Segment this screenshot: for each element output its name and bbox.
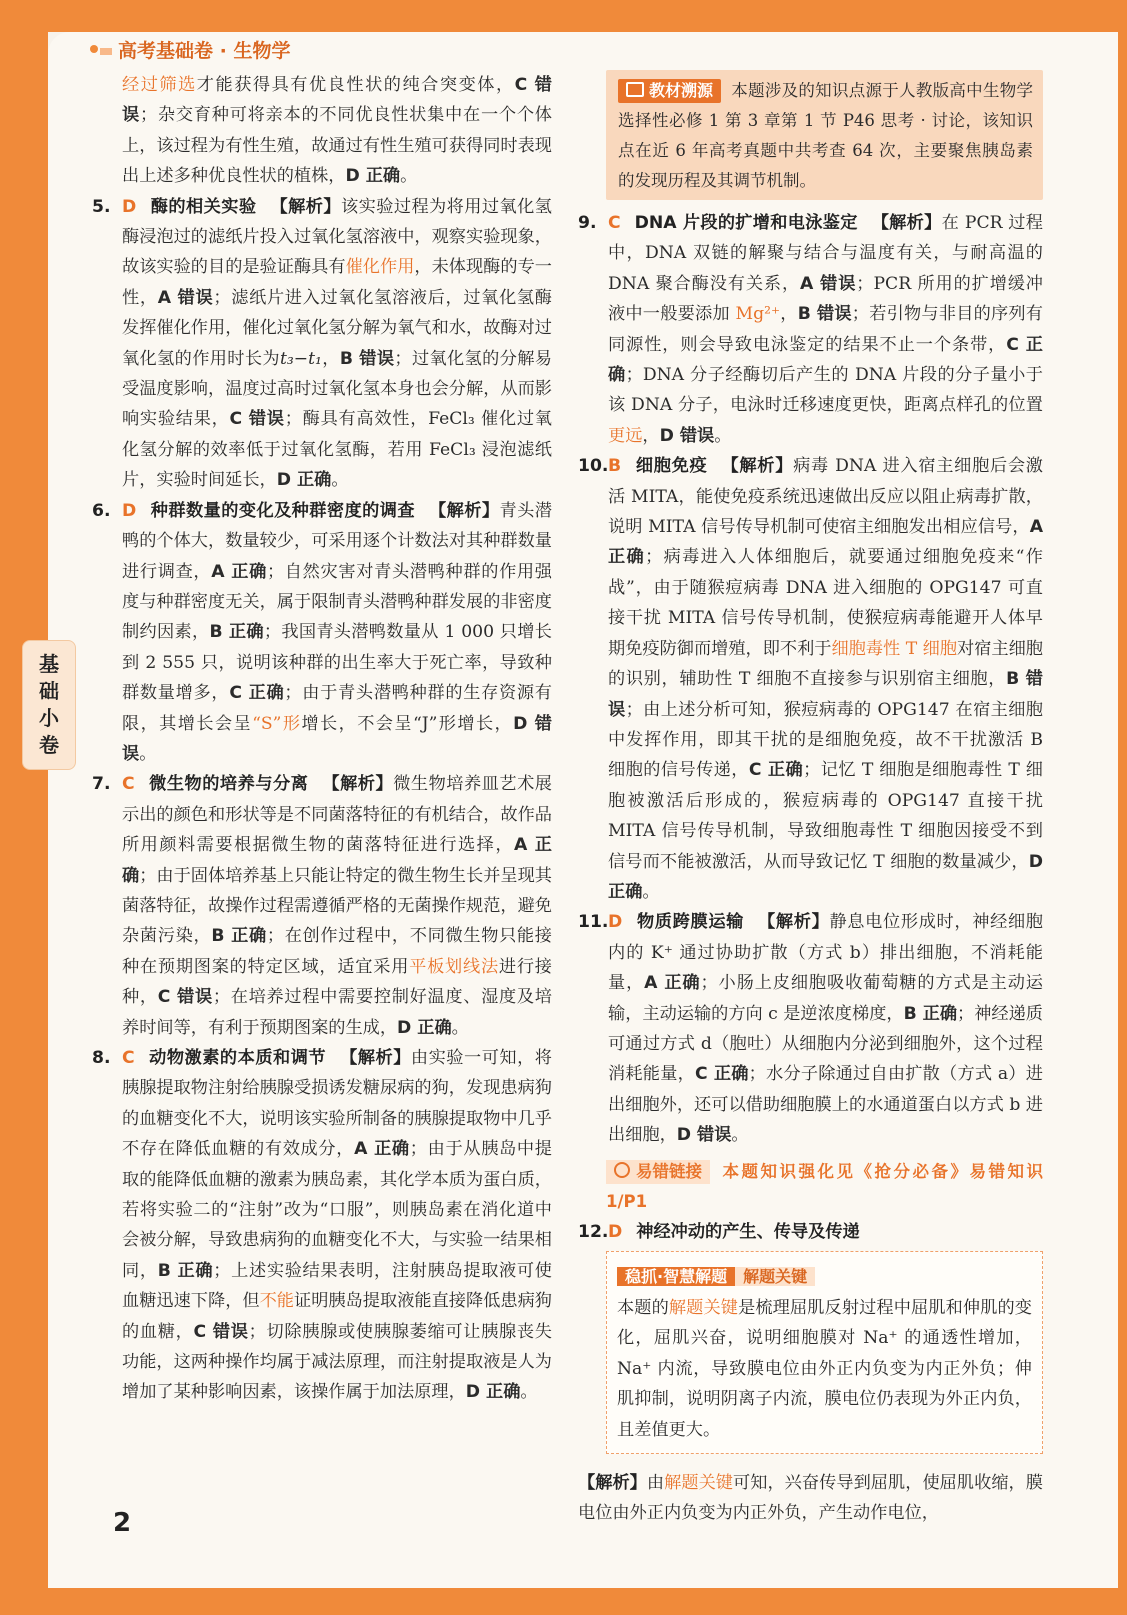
- error-link: [606, 1157, 1043, 1217]
- side-tab: [22, 640, 76, 770]
- item-number: 6.: [92, 500, 111, 521]
- item-number: 12.: [578, 1221, 609, 1242]
- left-column: [92, 70, 552, 1408]
- answer-choice: C: [122, 1048, 135, 1068]
- item-number: 7.: [92, 774, 111, 795]
- side-tab-char: 基: [39, 652, 59, 676]
- solution-key-box: [606, 1251, 1043, 1454]
- solution-key-header: 稳抓·智慧解题 解题关键: [617, 1265, 815, 1289]
- item-topic: 神经冲动的产生、传导及传递: [636, 1221, 860, 1242]
- book-icon: [626, 82, 644, 97]
- answer-choice: D: [122, 500, 137, 521]
- item-topic: 细胞免疫: [635, 456, 708, 477]
- side-tab-char: 小: [39, 706, 59, 730]
- side-tab-char: 础: [39, 679, 59, 703]
- side-tab-char: 卷: [39, 733, 59, 757]
- orange-frame-bottom: [0, 1588, 1127, 1615]
- answer-item-9: 9. C DNA 片段的扩增和电泳鉴定 【解析】在 PCR 过程中，DNA 双链的解聚与结合与温度有关，与耐高温的 DNA 聚合酶没有关系，A 错误；PCR 所用的扩增缓冲液中一般要添加 Mg²⁺，B 错误；若引物与非目的序列有同源性，则会导致电泳鉴定的结果不止一个条带，C 正确；DNA 分子经酶切后产生的 DNA 片段的分子量小于该 DNA 分子，电泳时迁移速度更快，距离点样孔的位置更远，D 错误。: [578, 208, 1043, 451]
- answer-choice: C: [608, 213, 621, 233]
- answer-item-8: 8. C 动物激素的本质和调节 【解析】由实验一可知，将胰腺提取物注射给胰腺受损诱发糖尿病的狗，发现患病狗的血糖变化不大，说明该实验所制备的胰腺提取物中几乎不存在降低血糖的有效成分，A 正确；由于从胰岛中提取的能降低血糖的激素为胰岛素，其化学本质为蛋白质，若将实验二的“注射”改为“口服”，则胰岛素在消化道中会被分解，导致患病狗的血糖变化不大，与实验一结果相同，B 正确；上述实验结果表明，注射胰岛提取液可使血糖迅速下降，但不能证明胰岛提取液能直接降低患病狗的血糖，C 错误；切除胰腺或使胰腺萎缩可让胰腺丧失功能，这两种操作均属于减法原理，而注射提取液是人为增加了某种影响因素，该操作属于加法原理，D 正确。: [92, 1043, 552, 1408]
- header-title: 高考基础卷 · 生物学: [118, 40, 291, 62]
- orange-frame-right: [1118, 0, 1127, 1615]
- item-topic: 种群数量的变化及种群密度的调查: [150, 500, 416, 521]
- item-topic: DNA 片段的扩增和电泳鉴定: [634, 213, 858, 233]
- answer-choice: D: [608, 1221, 623, 1242]
- answer-choice: D: [122, 196, 137, 217]
- right-column: [578, 70, 1043, 1529]
- item-number: 8.: [92, 1048, 111, 1068]
- item-topic: 动物激素的本质和调节: [148, 1048, 327, 1068]
- item-number: 5.: [92, 196, 111, 217]
- answer-item-12: [578, 1217, 1043, 1247]
- item-topic: 物质跨膜运输: [636, 912, 745, 933]
- solution-key-text: 本题的解题关键是梳理屈肌反射过程中屈肌和伸肌的变化，屈肌兴奋，说明细胞膜对 Na⁺ 的通透性增加，Na⁺ 内流，导致膜电位由外正内负变为内正外负；伸肌抑制，说明阴离子内流，膜电位仍表现为外正内负，且差值更大。: [617, 1298, 1032, 1440]
- answer-item-10: 10. B 细胞免疫 【解析】病毒 DNA 进入宿主细胞后会激活 MITA，能使免疫系统迅速做出反应以阻止病毒扩散，说明 MITA 信号传导机制可使宿主细胞发出相应信号，A 正确；病毒进入人体细胞后，就要通过细胞免疫来“作战”，由于随猴痘病毒 DNA 进入细胞的 OPG147 可直接干扰 MITA 信号传导机制，使猴痘病毒能避开人体早期免疫防御而增殖，即不利于细胞毒性 T 细胞对宿主细胞的识别，辅助性 T 细胞不直接参与识别宿主细胞，B 错误；由上述分析可知，猴痘病毒的 OPG147 在宿主细胞中发挥作用，即其干扰的是细胞免疫，故不干扰激活 B 细胞的信号传递，C 正确；记忆 T 细胞是细胞毒性 T 细胞被激活后形成的，猴痘病毒的 OPG147 直接干扰 MITA 信号传导机制，导致细胞毒性 T 细胞因接受不到信号而不能被激活，从而导致记忆 T 细胞的数量减少，D 正确。: [578, 451, 1043, 907]
- textbook-source-badge: 教材溯源: [618, 79, 721, 103]
- running-header: [90, 36, 290, 63]
- page-number: 2: [113, 1508, 132, 1538]
- answer-choice: C: [122, 774, 135, 795]
- item-number: 10.: [578, 456, 609, 477]
- analysis-paragraph: 【解析】由解题关键可知，兴奋传导到屈肌，使屈肌收缩，膜电位由外正内负变为内正外负，产生动作电位，: [578, 1473, 1043, 1524]
- continued-answer: 经过筛选才能获得具有优良性状的纯合突变体，C 错误；杂交育种可将亲本的不同优良性状集中在一个个体上，该过程为有性生殖，故通过有性生殖可获得同时表现出上述多种优良性状的植株，D 正确。: [122, 75, 552, 187]
- answer-choice: B: [608, 456, 622, 477]
- item-topic: 酶的相关实验: [150, 196, 257, 217]
- answer-item-11: 11. D 物质跨膜运输 【解析】静息电位形成时，神经细胞内的 K⁺ 通过协助扩散（方式 b）排出细胞，不消耗能量，A 正确；小肠上皮细胞吸收葡萄糖的方式是主动运输，主动运输的方向 c 是逆浓度梯度，B 正确；神经递质可通过方式 d（胞吐）从细胞内分泌到细胞外，这个过程消耗能量，C 正确；水分子除通过自由扩散（方式 a）进出细胞外，还可以借助细胞膜上的水通道蛋白以方式 b 进出细胞，D 错误。: [578, 907, 1043, 1150]
- orange-frame-top: [0, 0, 1127, 32]
- answer-choice: D: [608, 912, 623, 933]
- textbook-source-box: [606, 70, 1043, 200]
- answer-item-6: 6. D 种群数量的变化及种群密度的调查 【解析】青头潜鸭的个体大，数量较少，可采用逐个计数法对其种群数量进行调查，A 正确；自然灾害对青头潜鸭种群的作用强度与种群密度无关，属于限制青头潜鸭种群发展的非密度制约因素，B 正确；我国青头潜鸭数量从 1 000 只增长到 2 555 只，说明该种群的出生率大于死亡率，导致种群数量增多，C 正确；由于青头潜鸭种群的生存资源有限，其增长会呈“S”形增长，不会呈“J”形增长，D 错误。: [92, 496, 552, 770]
- error-link-badge: 易错链接: [606, 1160, 710, 1184]
- answer-item-7: 7. C 微生物的培养与分离 【解析】微生物培养皿艺术展示出的颜色和形状等是不同菌落特征的有机结合，故作品所用颜料需要根据微生物的菌落特征进行选择，A 正确；由于固体培养基上只能让特定的微生物生长并呈现其菌落特征，故操作过程需遵循严格的无菌操作规范，避免杂菌污染，B 正确；在创作过程中，不同微生物只能接种在预期图案的特定区域，适宜采用平板划线法进行接种，C 错误；在培养过程中需要控制好温度、湿度及培养时间等，有利于预期图案的生成，D 正确。: [92, 769, 552, 1043]
- header-logo-icon: [90, 43, 112, 57]
- orange-frame-left: [0, 0, 48, 1615]
- item-topic: 微生物的培养与分离: [148, 774, 309, 795]
- answer-item-5: 5. D 酶的相关实验 【解析】该实验过程为将用过氧化氢酶浸泡过的滤纸片投入过氧化氢溶液中，观察实验现象，故该实验的目的是验证酶具有催化作用，未体现酶的专一性，A 错误；滤纸片进入过氧化氢溶液后，过氧化氢酶发挥催化作用，催化过氧化氢分解为氧气和水，故酶对过氧化氢的作用时长为t₃−t₁，B 错误；过氧化氢的分解易受温度影响，温度过高时过氧化氢本身也会分解，从而影响实验结果，C 错误；酶具有高效性，FeCl₃ 催化过氧化氢分解的效率低于过氧化氢酶，若用 FeCl₃ 浸泡滤纸片，实验时间延长，D 正确。: [92, 192, 552, 496]
- textbook-source-text: 本题涉及的知识点源于人教版高中生物学选择性必修 1 第 3 章第 1 节 P46 思考 · 讨论，该知识点在近 6 年高考真题中共考查 64 次，主要聚焦胰岛素的发现历程及其调节机制。: [618, 81, 1033, 190]
- link-chain-icon: [614, 1162, 630, 1178]
- item-number: 9.: [578, 213, 597, 233]
- error-link-text: 本题知识强化见《抢分必备》易错知识 1/P1: [606, 1161, 1043, 1211]
- item-number: 11.: [578, 912, 609, 933]
